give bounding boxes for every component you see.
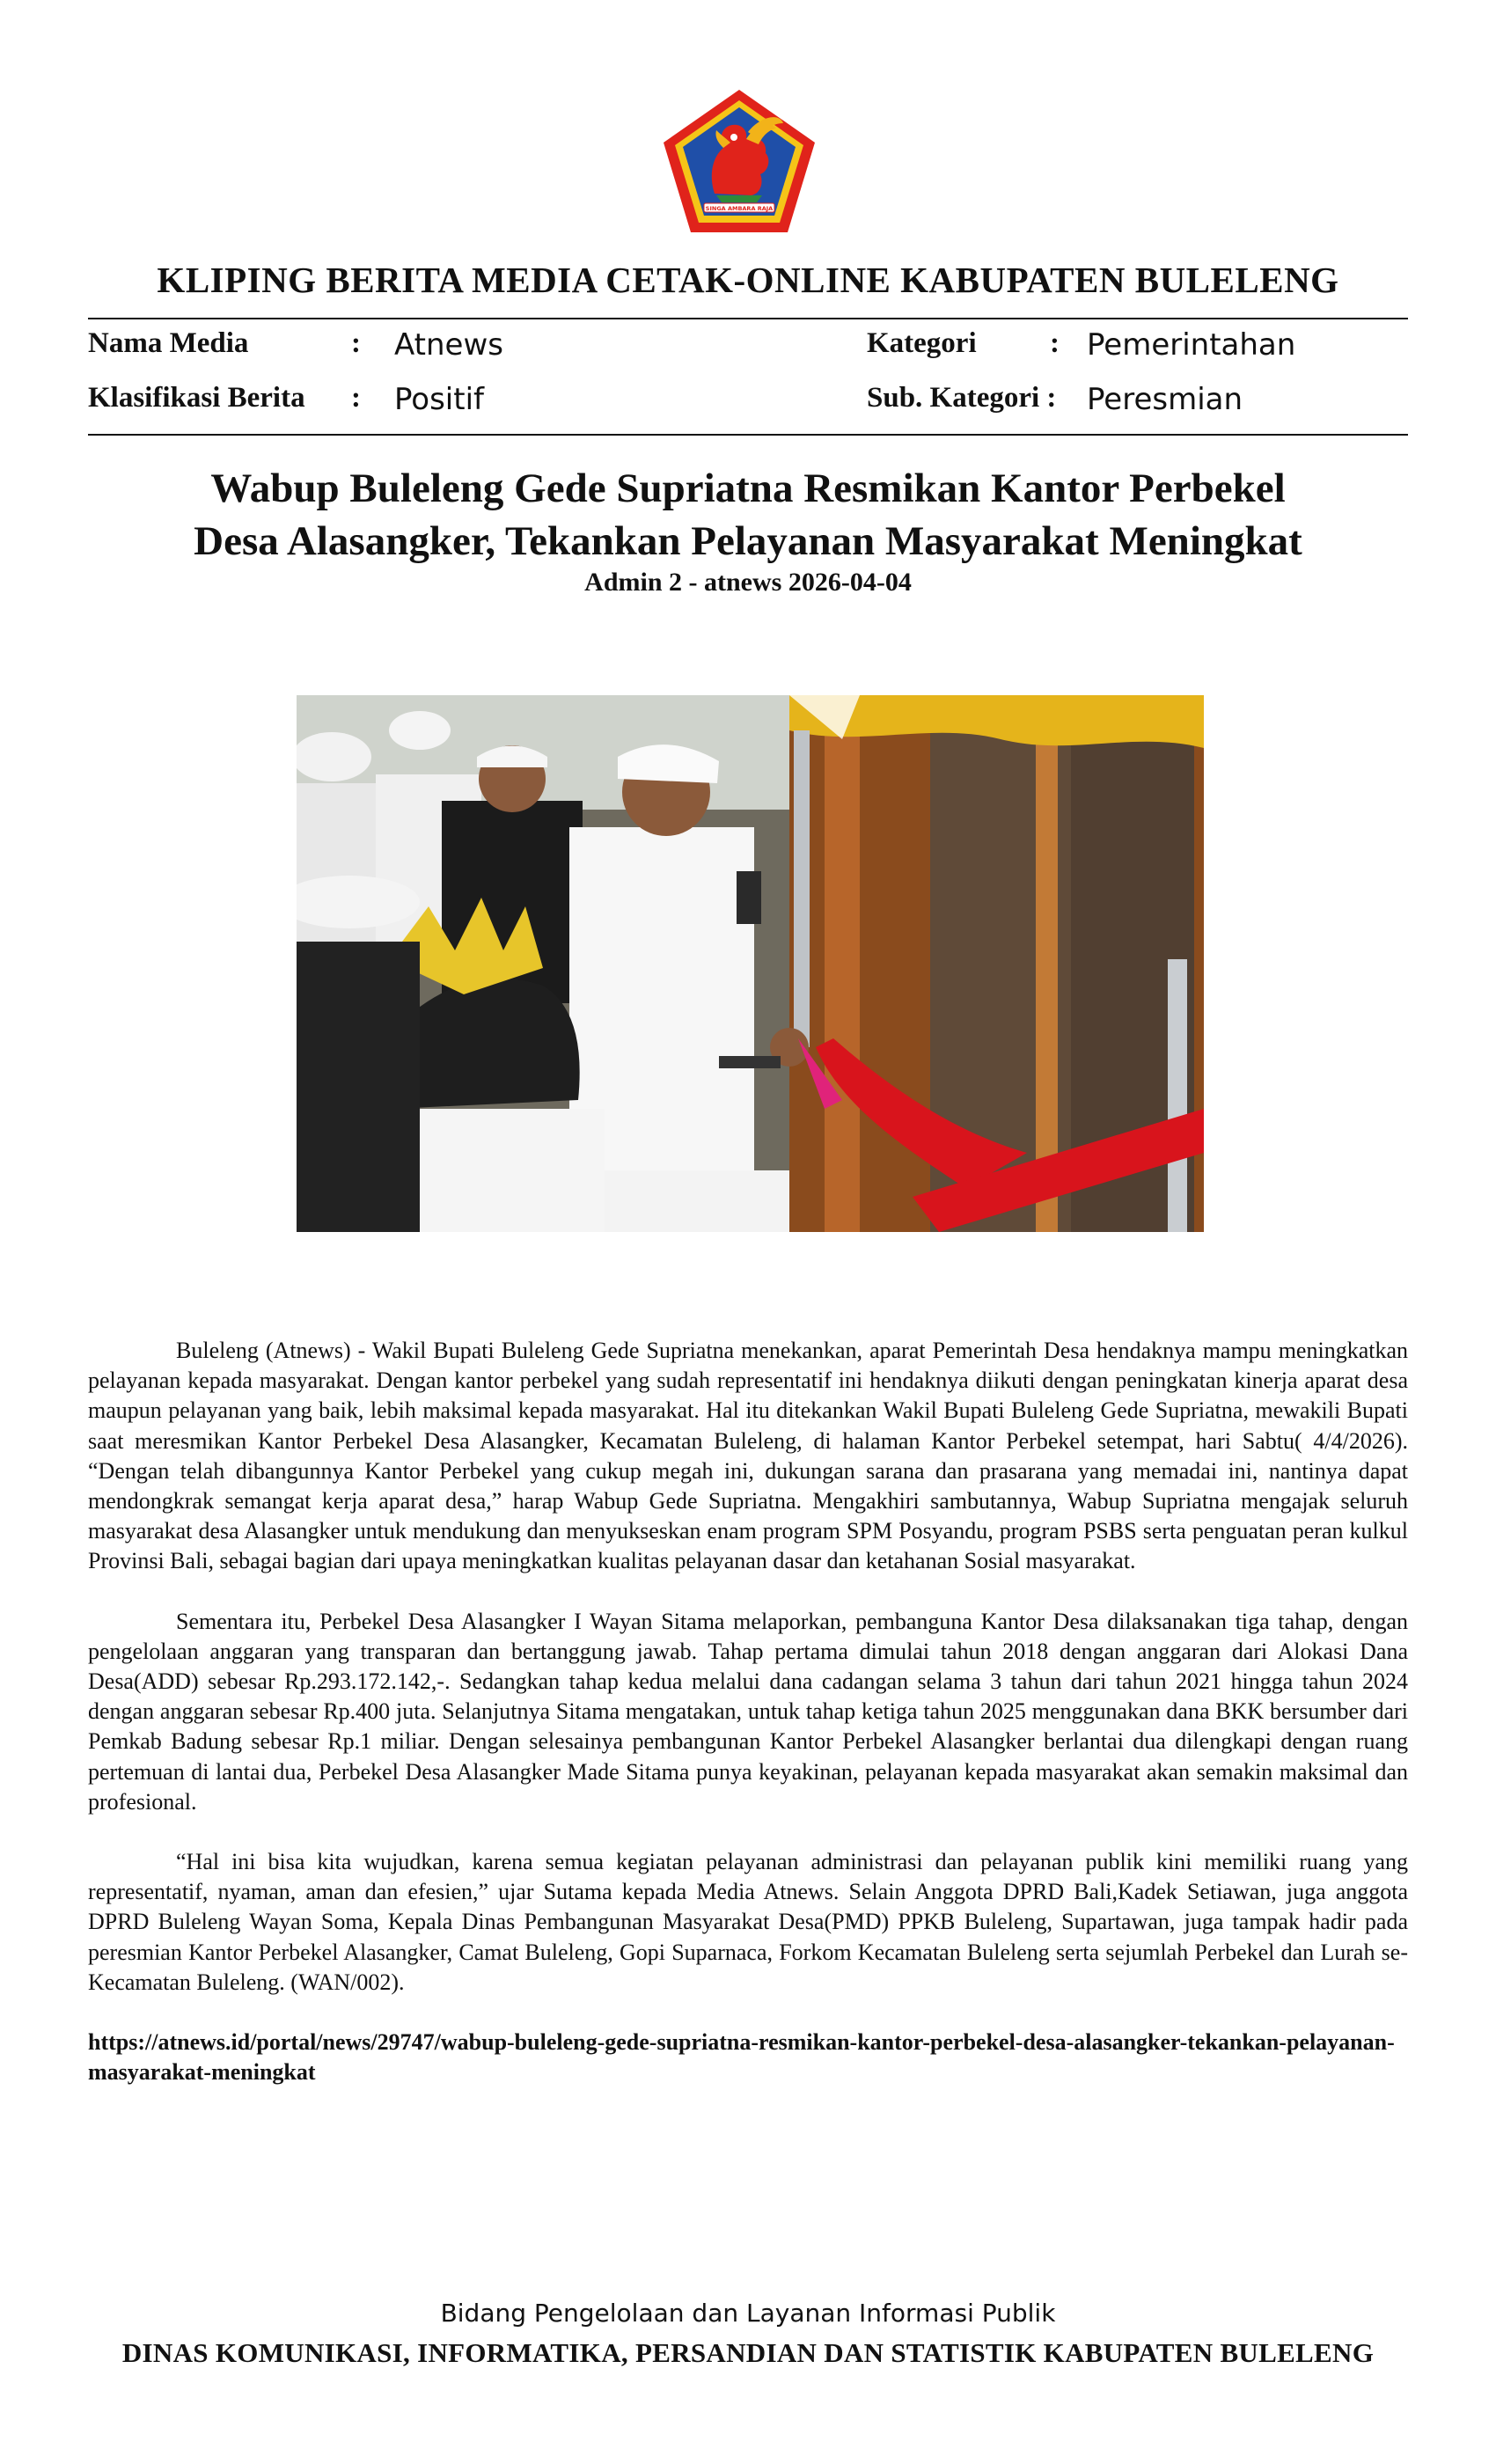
sub-kategori-label: Sub. Kategori : (867, 382, 1057, 414)
article-photo (297, 695, 1204, 1232)
article-paragraph: Sementara itu, Perbekel Desa Alasangker I Wayan Sitama melaporkan, pembanguna Kantor Desa dilaksanakan tiga tahap, dengan pengelolaan anggaran yang transparan dan bertanggung jawab. Tahap pertama dimulai tahun 2018 dengan anggaran dari Alokasi Dana Desa(ADD) sebesar Rp.293.172.142,-. Sedangkan tahap kedua melalui dana cadangan selama 3 tahun dari tahun 2021 hingga tahun 2024 dengan anggaran sebesar Rp.400 juta. Selanjutnya Sitama mengatakan, untuk tahap ketiga tahun 2025 menggunakan dana BKK bersumber dari Pemkab Badung sebesar Rp.1 miliar. Dengan selesainya pembangunan Kantor Perbekel Alasangker berlantai dua dilengkapi dengan ruang pertemuan di lantai dua, Perbekel Desa Alasangker Made Sitama punya keyakinan, pelayanan kepada masyarakat akan semakin maksimal dan profesional. (88, 1608, 1408, 1815)
article-headline (88, 462, 1408, 568)
sub-kategori-value: Peresmian (1087, 382, 1243, 417)
klasifikasi-label: Klasifikasi Berita (88, 382, 305, 414)
klasifikasi-value: Positif (394, 382, 484, 417)
headline-line-2: Desa Alasangker, Tekankan Pelayanan Masyarakat Meningkat (194, 518, 1302, 564)
article-paragraph: Buleleng (Atnews) - Wakil Bupati Buleleng Gede Supriatna menekankan, aparat Pemerintah Desa hendaknya mampu meningkatkan pelayanan kepada masyarakat. Dengan kantor perbekel yang sudah representatif ini hendaknya diikuti dengan peningkatan kinerja aparat desa maupun pelayanan yang baik, lebih maksimal kepada masyarakat. Hal itu ditekankan Wakil Bupati Buleleng Gede Supriatna, mewakili Bupati saat meresmikan Kantor Perbekel Desa Alasangker, Kecamatan Buleleng, di halaman Kantor Perbekel setempat, hari Sabtu( 4/4/2026). “Dengan telah dibangunnya Kantor Perbekel yang cukup megah ini, dukungan sarana dan prasarana yang memadai ini, nantinya dapat mendongkrak semangat kerja aparat desa,” harap Wabup Gede Supriatna. Mengakhiri sambutannya, Wabup Supriatna mengajak seluruh masyarakat desa Alasangker untuk mendukung dan menyukseskan enam program SPM Posyandu, program PSBS serta penguatan peran kulkul Provinsi Bali, sebagai bagian dari upaya meningkatkan kualitas pelayanan dasar dan ketahanan Sosial masyarakat. (88, 1338, 1408, 1574)
klasifikasi-colon: : (351, 382, 361, 414)
page-title: KLIPING BERITA MEDIA CETAK-ONLINE KABUPATEN BULELENG (157, 260, 1339, 300)
footer-unit: Bidang Pengelolaan dan Layanan Informasi Publik (440, 2299, 1056, 2328)
headline-line-1: Wabup Buleleng Gede Supriatna Resmikan Kantor Perbekel (210, 466, 1286, 511)
footer-department: DINAS KOMUNIKASI, INFORMATIKA, PERSANDIAN DAN STATISTIK KABUPATEN BULELENG (121, 2337, 1375, 2368)
nama-media-label: Nama Media (88, 327, 249, 359)
article-body (88, 1336, 1408, 2117)
top-divider (88, 318, 1408, 319)
article-paragraph: “Hal ini bisa kita wujudkan, karena semua kegiatan pelayanan administrasi dan pelayanan publik kini memiliki ruang yang representatif, nyaman, aman dan efesien,” ujar Sutama kepada Media Atnews. Selain Anggota DPRD Bali,Kadek Setiawan, juga anggota DPRD Buleleng Wayan Soma, Kepala Dinas Pembangunan Masyarakat Desa(PMD) PPKB Buleleng, Supartawan, juga tampak hadir pada peresmian Kantor Perbekel Alasangker, Camat Buleleng, Gopi Suparnaca, Forkom Kecamatan Buleleng serta sejumlah Perbekel dan Lurah se-Kecamatan Buleleng. (WAN/002). (88, 1849, 1408, 1995)
nama-media-value: Atnews (394, 327, 503, 363)
source-url-link[interactable]: https://atnews.id/portal/news/29747/wabup-buleleng-gede-supriatna-resmikan-kantor-perbekel-desa-alasangker-tekankan-pelayanan-masyarakat-meningkat (88, 2029, 1395, 2086)
kategori-value: Pemerintahan (1087, 327, 1296, 363)
bottom-divider (88, 434, 1408, 436)
kategori-label: Kategori (867, 327, 977, 359)
article-byline: Admin 2 - atnews 2026-04-04 (584, 568, 912, 597)
emblem-motto: SINGA AMBARA RAJA (705, 205, 774, 212)
buleleng-emblem-logo (660, 86, 818, 236)
kategori-colon: : (1050, 327, 1060, 359)
nama-media-colon: : (351, 327, 361, 359)
